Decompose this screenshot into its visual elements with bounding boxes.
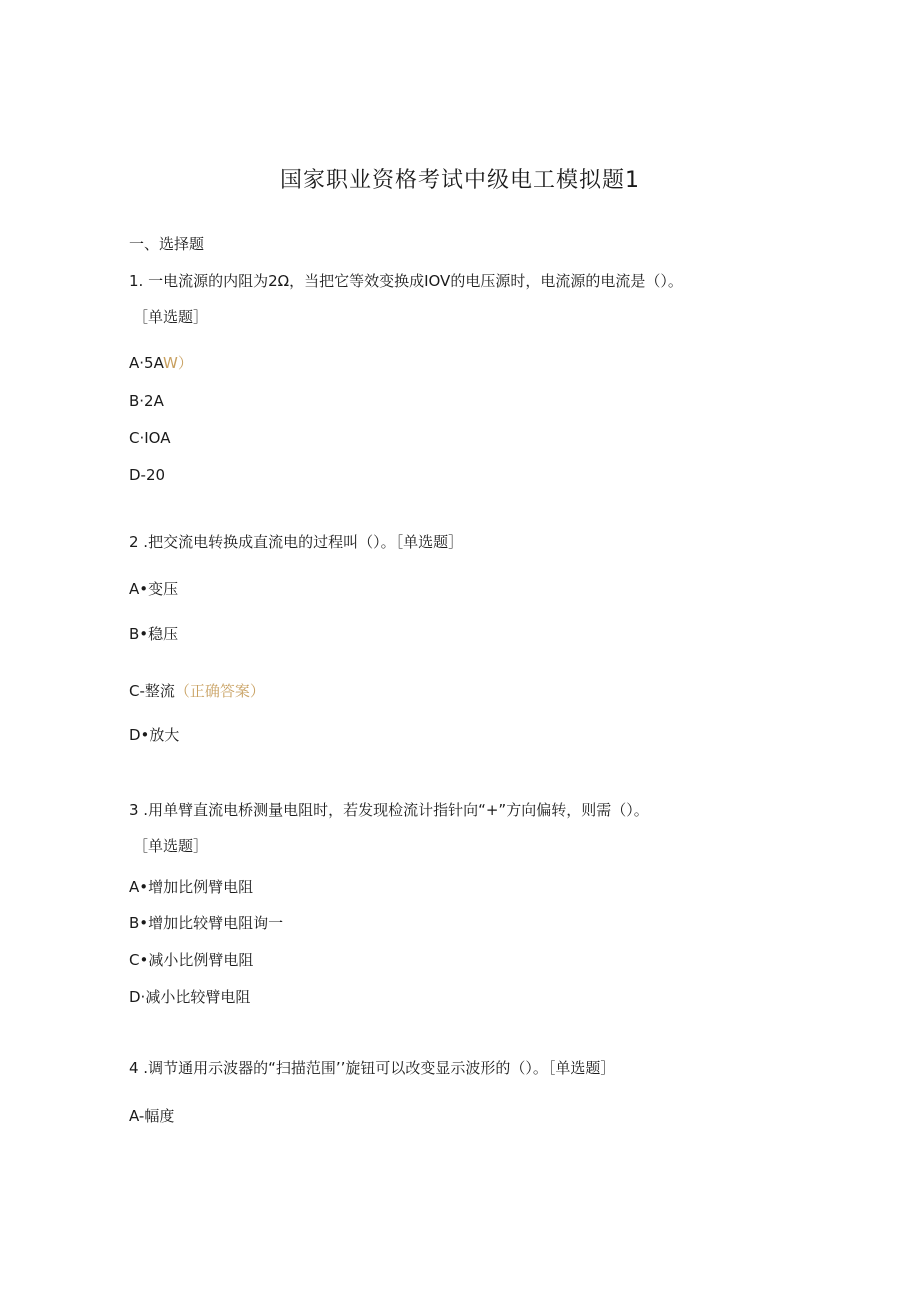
question-2-option-c (129, 681, 265, 701)
section-heading: 一、选择题 (129, 235, 205, 253)
question-2-option-d: D•放大 (129, 726, 180, 744)
question-4-option-a: A-幅度 (129, 1107, 175, 1125)
answer-mark: W） (163, 354, 193, 372)
question-3-stem: 3 .用单臂直流电桥测量电阻时，若发现检流计指针向“+”方向偏转，则需（）。 (129, 801, 649, 819)
question-2-stem: 2 .把交流电转换成直流电的过程叫（）。［单选题］ (129, 533, 464, 551)
question-1-option-b: B·2A (129, 392, 164, 410)
question-1-option-c: C·IOA (129, 429, 171, 447)
question-3-option-d: D·减小比较臂电阻 (129, 988, 251, 1006)
correct-answer-mark: （正确答案） (174, 682, 265, 700)
question-1-type: ［单选题］ (133, 308, 209, 326)
question-2-option-b: B•稳压 (129, 625, 179, 643)
question-3-option-a: A•增加比例臂电阻 (129, 878, 254, 896)
question-3-type: ［单选题］ (133, 837, 209, 855)
question-3-option-c: C•减小比例臂电阻 (129, 951, 254, 969)
question-3-option-b: B•增加比较臂电阻询一 (129, 914, 284, 932)
option-text: C-整流 (129, 682, 175, 700)
question-4-stem: 4 .调节通用示波器的“扫描范围’’旋钮可以改变显示波形的（）。［单选题］ (129, 1059, 616, 1077)
question-2-option-a: A•变压 (129, 580, 179, 598)
question-1-stem: 1. 一电流源的内阻为2Ω，当把它等效变换成IOV的电压源时，电流源的电流是（）。 (129, 272, 683, 290)
question-1-option-d: D-20 (129, 466, 166, 484)
question-1-option-a (129, 353, 193, 373)
option-text: A·5A (129, 354, 164, 372)
document-title: 国家职业资格考试中级电工模拟题1 (280, 168, 640, 193)
